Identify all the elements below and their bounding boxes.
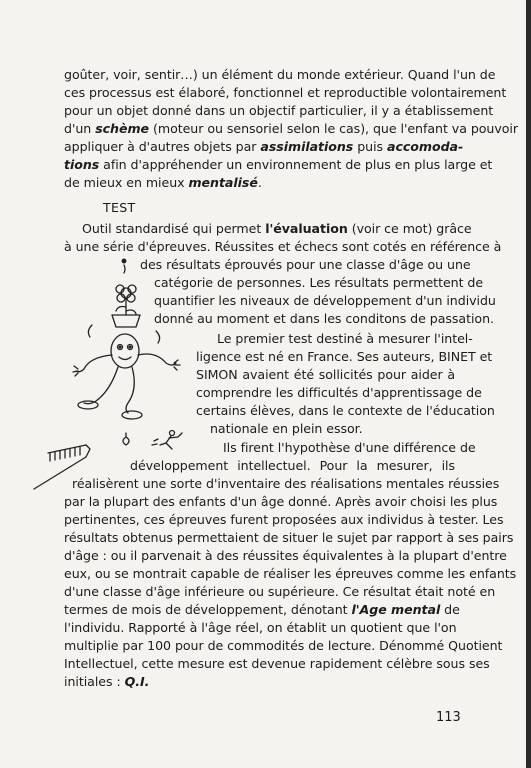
text-line: pour un objet donné dans un objectif particulier, il y a établissement <box>64 103 494 118</box>
term-evaluation: l'évaluation <box>265 221 348 236</box>
text-line: certains élèves, dans le contexte de l'éducation <box>196 403 495 418</box>
text-line: Ils firent l'hypothèse d'une différence de <box>223 440 476 455</box>
text-line: quantifier les niveaux de développement d'un individu <box>154 293 496 308</box>
text-run: Outil standardisé qui permet <box>82 221 266 236</box>
text-line: Intellectuel, cette mesure est devenue rapidement célèbre sous ses <box>64 656 490 671</box>
term-assimilations: assimilations <box>260 139 354 154</box>
text-line <box>64 156 493 174</box>
text-line <box>64 601 460 619</box>
text-line <box>64 174 262 192</box>
text-run: de <box>440 602 460 617</box>
text-line: pertinentes, ces épreuves furent proposées aux individus à tester. Les <box>64 512 504 527</box>
text-line: ces processus est élaboré, fonctionnel et reproductible volontairement <box>64 85 507 100</box>
text-line: résultats obtenus permettaient de situer le sujet par rapport à ses pairs <box>64 530 514 545</box>
term-age-mental: l'Age mental <box>351 602 441 617</box>
text-run: appliquer à d'autres objets par <box>64 139 261 154</box>
text-line: d'âge : ou il parvenait à des réussites équivalentes à la plupart d'entre <box>64 548 507 563</box>
text-line: développement intellectuel. Pour la mesurer, ils <box>130 458 455 473</box>
term-scheme: schème <box>95 121 150 136</box>
text-line <box>64 673 149 691</box>
text-line: donné au moment et dans les conditons de passation. <box>154 311 494 326</box>
text-run: de mieux en mieux <box>64 175 189 190</box>
text-run: termes de mois de développement, dénotant <box>64 602 352 617</box>
text-line: multiplie par 100 pour de commodités de lecture. Dénommé Quotient <box>64 638 503 653</box>
cartoon-flower-pot-character-icon <box>28 255 198 495</box>
term-accomodations: accomoda- <box>387 139 464 154</box>
text-line: comprendre les difficultés d'apprentissage de <box>196 385 482 400</box>
text-line: Le premier test destiné à mesurer l'intel- <box>217 331 473 346</box>
text-run: (moteur ou sensoriel selon le cas), que l'enfant va pouvoir <box>149 121 518 136</box>
entry-heading: TEST <box>103 200 136 215</box>
text-line: nationale en plein essor. <box>210 421 363 436</box>
text-line: des résultats éprouvés pour une classe d'âge ou une <box>140 257 471 272</box>
text-line: par la plupart des enfants d'un âge donné. Après avoir choisi les plus <box>64 494 498 509</box>
text-line <box>64 120 518 138</box>
term-qi: Q.I. <box>124 674 150 689</box>
text-run: (voir ce mot) grâce <box>347 221 472 236</box>
text-line <box>82 220 472 238</box>
text-run: d'un <box>64 121 96 136</box>
text-line: catégorie de personnes. Les résultats permettent de <box>154 275 484 290</box>
text-line: SIMON avaient été sollicités pour aider à <box>196 367 455 382</box>
text-line: l'individu. Rapporté à l'âge réel, on établit un quotient que l'on <box>64 620 457 635</box>
text-run: afin d'appréhender un environnement de plus en plus large et <box>99 157 493 172</box>
text-run: . <box>257 175 262 190</box>
text-run: initiales : <box>64 674 125 689</box>
term-mentalise: mentalisé <box>188 175 258 190</box>
text-line: réalisèrent une sorte d'inventaire des réalisations mentales réussies <box>72 476 500 491</box>
page-edge <box>526 0 531 768</box>
page-number: 113 <box>436 710 461 725</box>
text-line: ligence est né en France. Ses auteurs, BINET et <box>196 349 493 364</box>
term-accomodations-end: tions <box>64 157 100 172</box>
text-run: puis <box>353 139 388 154</box>
text-line: eux, ou se montrait capable de réaliser les épreuves comme les enfants <box>64 566 517 581</box>
text-line: goûter, voir, sentir…) un élément du monde extérieur. Quand l'un de <box>64 67 496 82</box>
text-line: à une série d'épreuves. Réussites et échecs sont cotés en référence à <box>64 239 502 254</box>
text-line <box>64 138 464 156</box>
text-line: d'une classe d'âge inférieure ou supérieure. Ce résultat était noté en <box>64 584 496 599</box>
